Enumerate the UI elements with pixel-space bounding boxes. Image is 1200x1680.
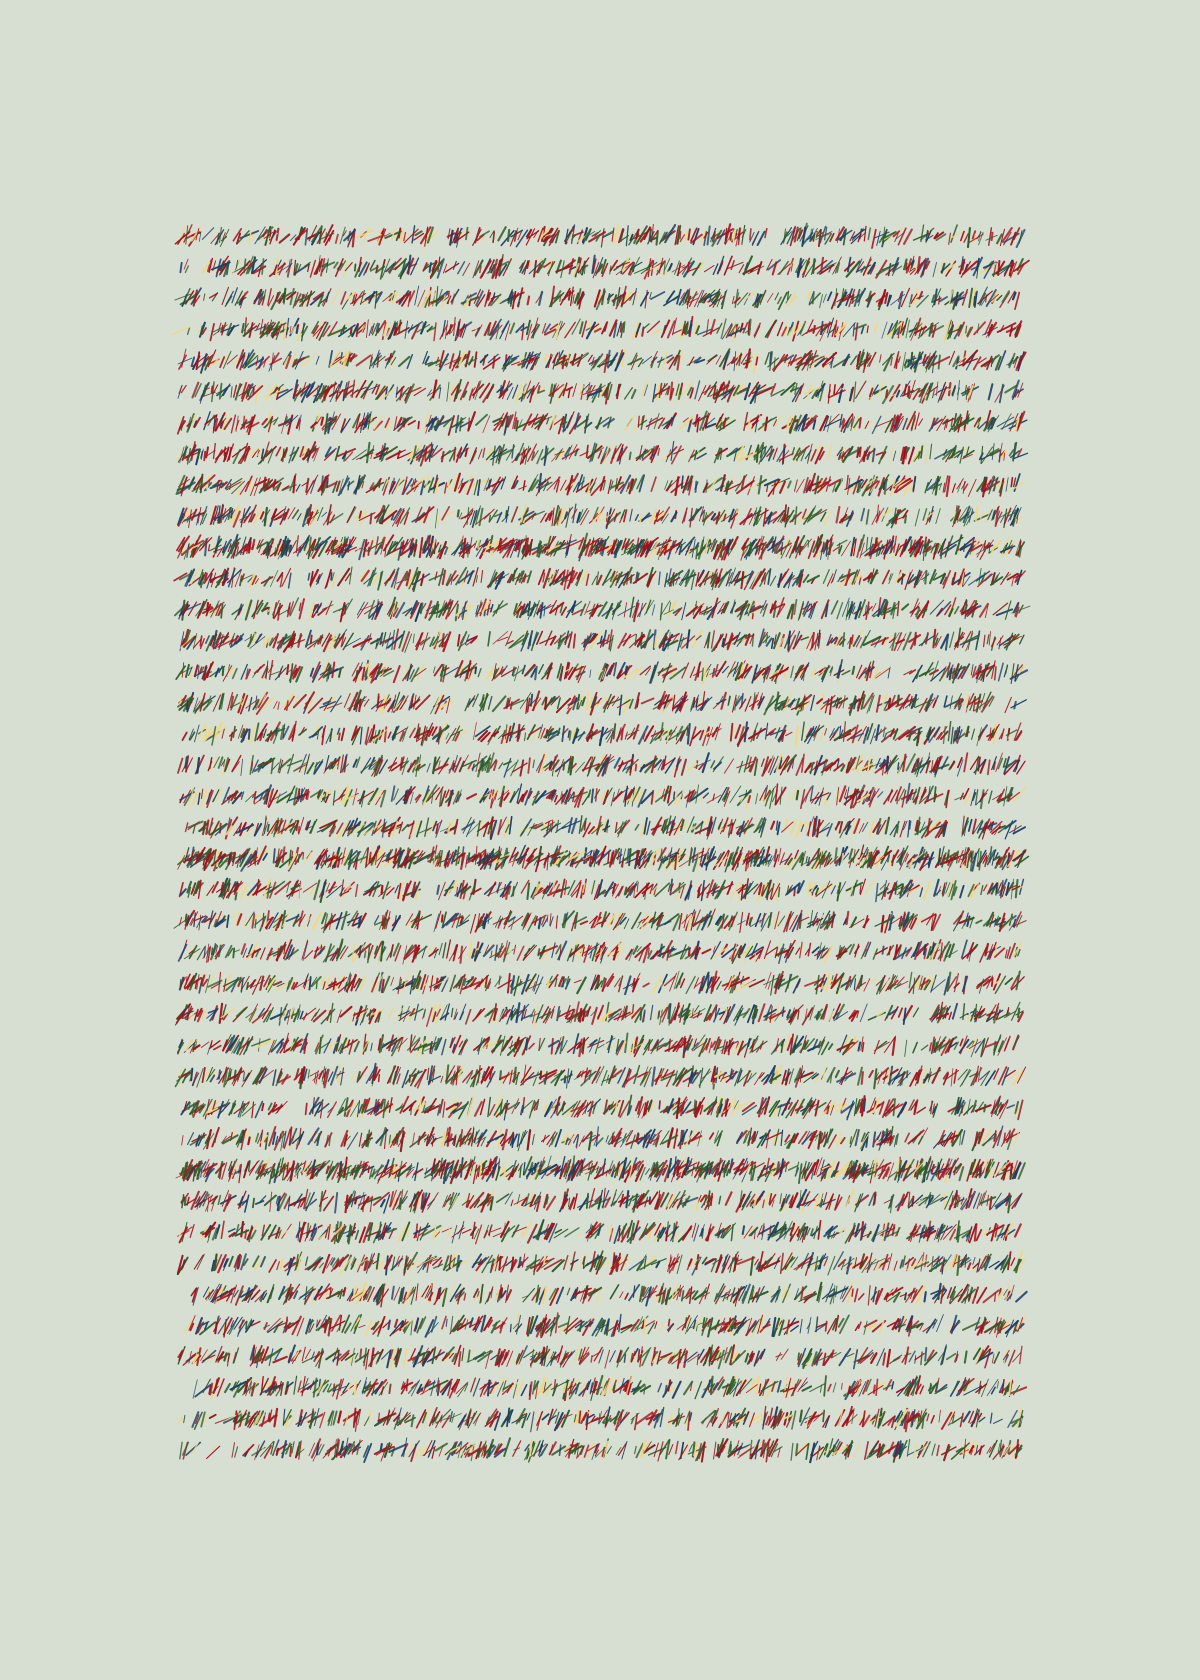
- hatch-stroke: [864, 452, 865, 461]
- hatch-stroke: [377, 357, 378, 367]
- hatch-stroke: [966, 326, 967, 333]
- hatch-stroke: [204, 452, 205, 461]
- hatch-stroke: [587, 637, 588, 644]
- hatch-stroke: [418, 422, 419, 429]
- hatch-stroke: [925, 571, 926, 584]
- hatch-stroke: [770, 352, 771, 364]
- hatch-stroke: [808, 540, 809, 547]
- hatch-stroke: [884, 483, 885, 490]
- hatch-stroke: [430, 263, 431, 272]
- hatch-stroke: [401, 231, 402, 241]
- hatch-stroke: [212, 386, 213, 392]
- hatch-stroke: [198, 449, 199, 458]
- hatch-stroke: [214, 546, 215, 555]
- hatch-stroke: [621, 324, 622, 332]
- hatch-stroke: [974, 297, 975, 305]
- hatch-stroke: [905, 515, 906, 522]
- hatch-stroke: [331, 573, 332, 580]
- hatch-stroke: [655, 636, 656, 647]
- hatch-stroke: [253, 388, 254, 394]
- hatch-stroke: [857, 448, 858, 457]
- hatch-stroke: [858, 483, 860, 492]
- hatch-stroke: [851, 602, 852, 613]
- hatch-stroke: [853, 295, 854, 303]
- hatch-stroke: [749, 420, 750, 427]
- hatch-stroke: [368, 547, 369, 555]
- hatch-stroke: [886, 390, 887, 397]
- hatch-stroke: [327, 479, 328, 487]
- hatch-stroke: [508, 230, 509, 241]
- hatch-stroke: [750, 229, 751, 240]
- hatch-stroke: [458, 510, 459, 516]
- hatch-stroke: [355, 264, 356, 270]
- hatch-stroke: [489, 481, 490, 488]
- hatch-stroke: [992, 233, 993, 240]
- hatch-stroke: [640, 515, 641, 523]
- hatch-stroke: [853, 667, 855, 674]
- hatch-stroke: [658, 386, 659, 399]
- hatch-stroke: [180, 263, 181, 273]
- hatch-stroke: [415, 545, 416, 551]
- hatch-stroke: [976, 507, 978, 521]
- hatch-stroke: [429, 450, 430, 458]
- hatch-stroke: [528, 297, 530, 305]
- hatch-stroke: [630, 452, 631, 459]
- hatch-stroke: [521, 515, 522, 522]
- hatch-stroke: [311, 636, 312, 644]
- hatch-stroke: [402, 541, 403, 548]
- hatch-stroke: [696, 482, 697, 492]
- hatch-stroke: [975, 234, 976, 241]
- hatch-stroke: [919, 452, 920, 458]
- hatch-stroke: [730, 233, 731, 240]
- hatch-stroke: [746, 574, 747, 580]
- hatch-stroke: [834, 385, 835, 394]
- hatch-stroke: [1011, 478, 1012, 487]
- hatch-stroke: [499, 297, 500, 303]
- hatch-stroke: [527, 262, 528, 268]
- hatch-stroke: [225, 453, 226, 459]
- hatch-stroke: [207, 603, 208, 611]
- hatch-stroke: [518, 540, 519, 549]
- hatch-stroke: [851, 390, 852, 399]
- hatch-stroke: [986, 295, 987, 302]
- hatch-stroke: [998, 261, 999, 275]
- hatch-stroke: [633, 263, 634, 271]
